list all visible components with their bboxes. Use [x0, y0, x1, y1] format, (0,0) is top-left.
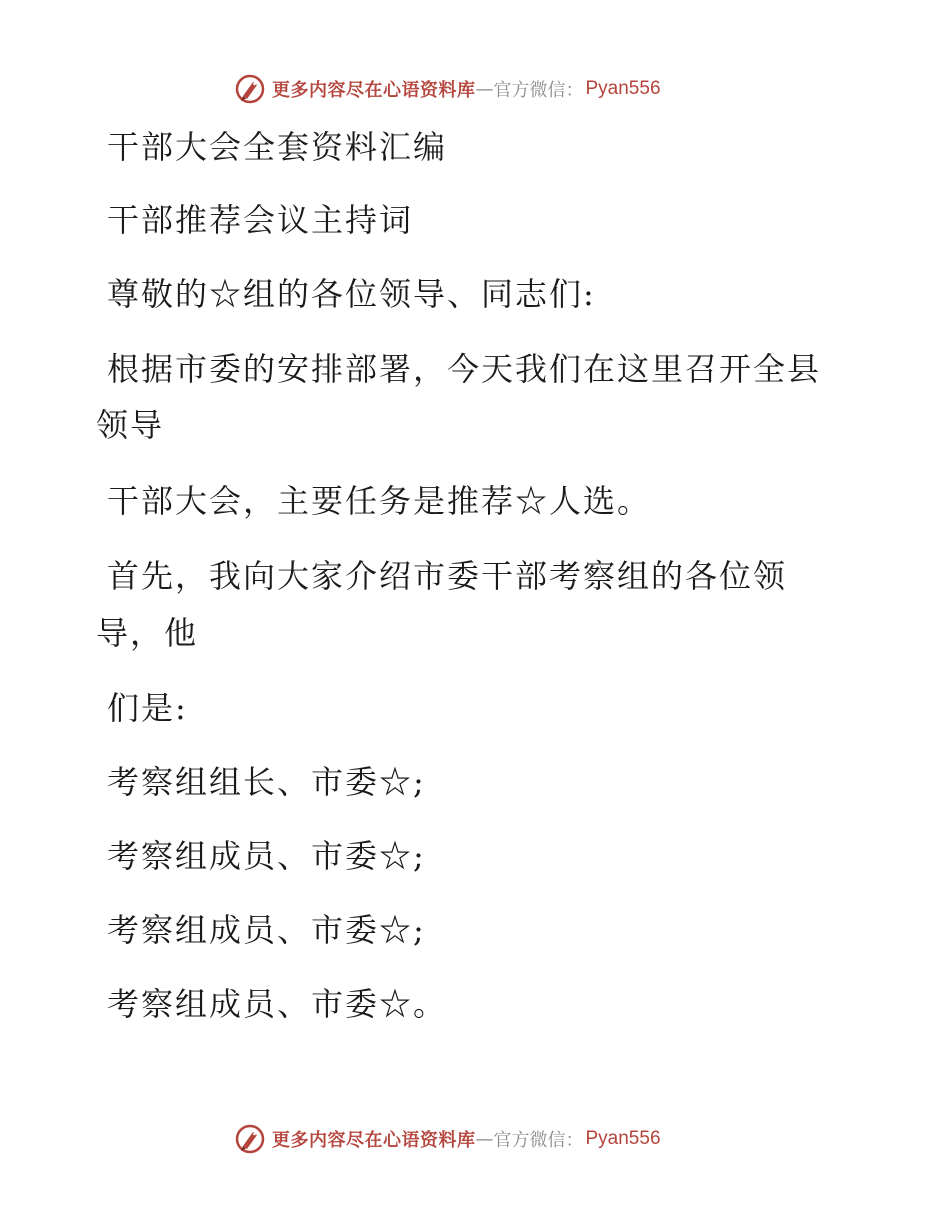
document-subtitle: 干部推荐会议主持词 [107, 201, 414, 239]
list-item: 考察组成员、市委☆; [107, 911, 426, 949]
watermark-brand: 更多内容尽在心语资料库 [272, 80, 476, 101]
watermark-wechat-label: 官方微信： [493, 1130, 584, 1151]
paragraph-line: 们是: [107, 689, 188, 727]
paragraph-line: 尊敬的☆组的各位领导、同志们: [107, 275, 596, 313]
watermark-wechat-id: Pyan556 [585, 1128, 661, 1149]
pen-logo-icon [234, 1123, 266, 1155]
pen-logo-icon [234, 73, 266, 105]
watermark-separator: — [475, 1128, 494, 1150]
header-watermark [234, 71, 661, 107]
list-item: 考察组成员、市委☆。 [107, 985, 448, 1023]
watermark-separator: — [475, 78, 494, 100]
paragraph-line: 干部大会，主要任务是推荐☆人选。 [107, 482, 652, 520]
watermark-wechat-label: 官方微信： [493, 80, 584, 101]
list-item: 考察组组长、市委☆; [107, 763, 426, 801]
paragraph-line: 领导 [96, 406, 165, 444]
paragraph-line: 根据市委的安排部署，今天我们在这里召开全县 [107, 350, 822, 388]
watermark-brand: 更多内容尽在心语资料库 [272, 1130, 476, 1151]
document-title: 干部大会全套资料汇编 [107, 128, 448, 166]
watermark-wechat-id: Pyan556 [585, 78, 661, 99]
list-item: 考察组成员、市委☆; [107, 837, 426, 875]
footer-watermark [234, 1121, 661, 1157]
paragraph-line: 导，他 [96, 614, 199, 652]
paragraph-line: 首先，我向大家介绍市委干部考察组的各位领 [107, 557, 788, 595]
